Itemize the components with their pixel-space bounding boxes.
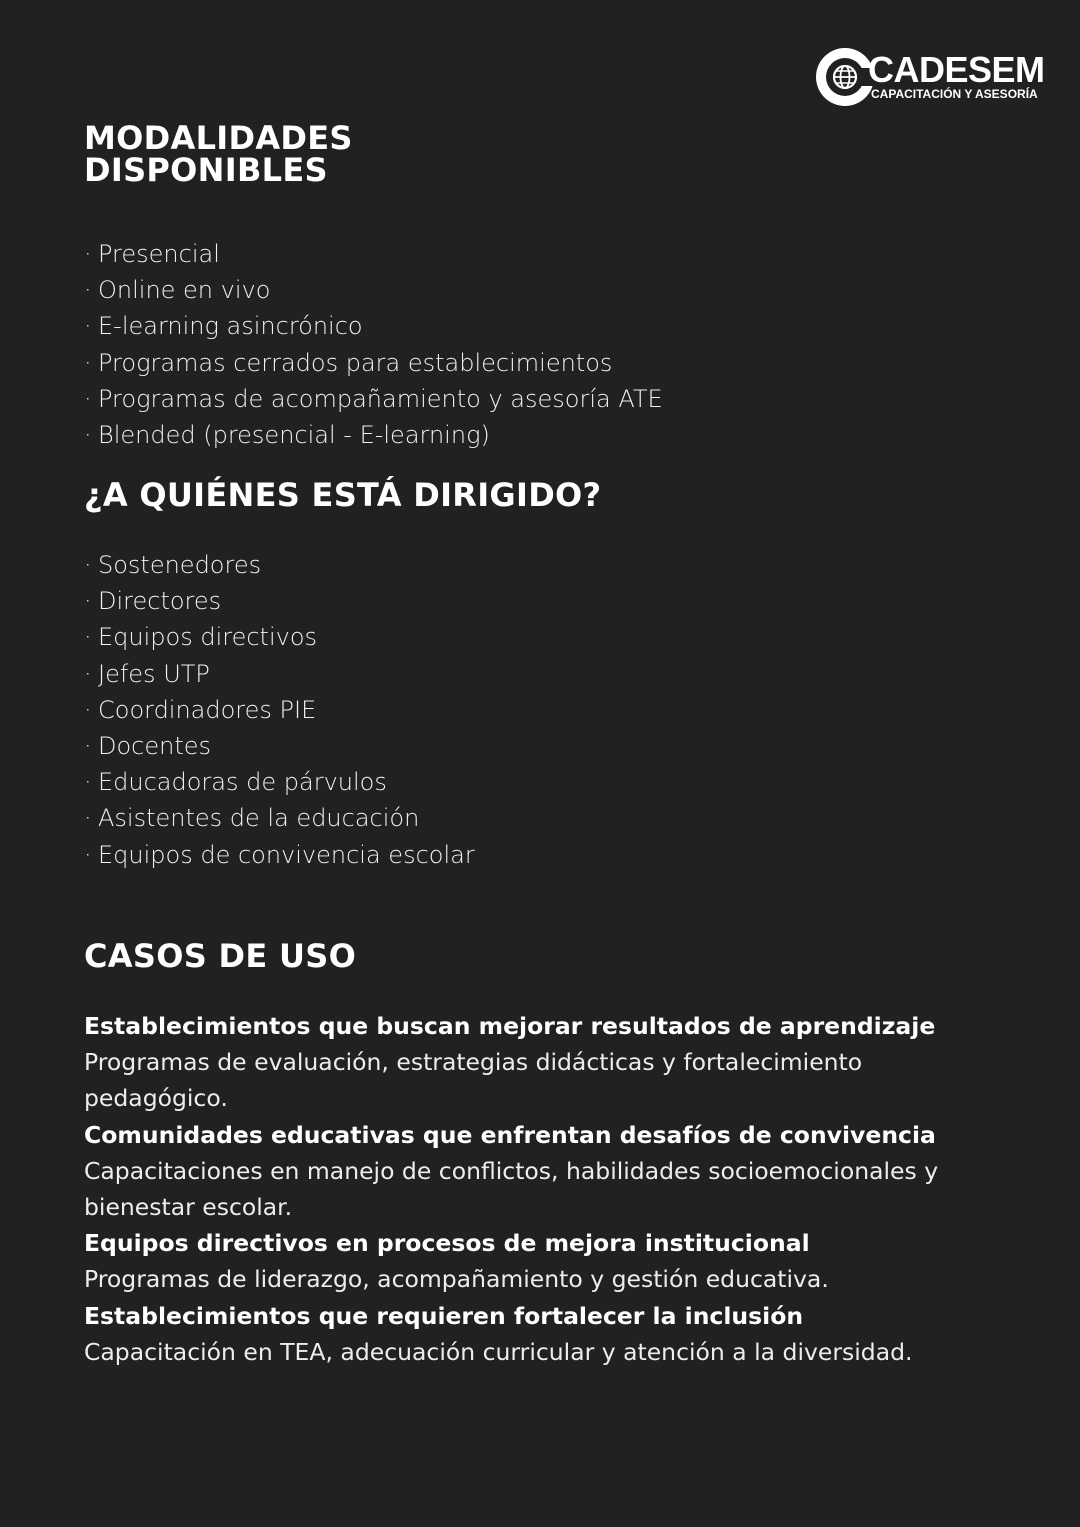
list-item: · Sostenedores <box>84 551 262 579</box>
modalidades-list <box>84 236 663 453</box>
brand-tagline: CAPACITACIÓN Y ASESORÍA <box>871 87 1038 101</box>
modalidades-title-line2: DISPONIBLES <box>84 151 328 189</box>
case-title: Establecimientos que requieren fortalecer la inclusión <box>84 1301 804 1330</box>
case-item <box>84 1117 1004 1226</box>
list-item: · Directores <box>84 587 222 616</box>
modalidades-title-line1: MODALIDADES <box>84 119 353 157</box>
case-description: Capacitación en TEA, adecuación curricular y atención a la diversidad. <box>84 1337 913 1366</box>
list-item: · Jefes UTP <box>84 659 210 688</box>
case-title: Equipos directivos en procesos de mejora institucional <box>84 1229 810 1258</box>
list-item: · Educadoras de párvulos <box>84 768 387 797</box>
brand-name: CADESEM <box>868 49 1045 90</box>
case-title: Establecimientos que buscan mejorar resultados de aprendizaje <box>84 1012 936 1040</box>
list-item: · Docentes <box>84 731 212 760</box>
brand-logo <box>814 46 1050 108</box>
list-item: · Asistentes de la educación <box>84 804 420 833</box>
list-item: · Equipos directivos <box>84 623 317 652</box>
case-item <box>84 1298 1004 1370</box>
list-item: · Blended (presencial - E-learning) <box>84 420 490 449</box>
case-title: Comunidades educativas que enfrentan desafíos de convivencia <box>84 1120 936 1149</box>
case-item <box>84 1008 1004 1117</box>
list-item: · Programas cerrados para establecimientos <box>84 348 613 377</box>
list-item: · E-learning asincrónico <box>84 312 363 341</box>
case-description: Capacitaciones en manejo de conflictos, habilidades socioemocionales y bienestar escolar. <box>84 1156 939 1222</box>
dirigido-list <box>84 547 475 873</box>
casos-title: CASOS DE USO <box>84 937 357 975</box>
list-item: · Coordinadores PIE <box>84 695 317 724</box>
case-description: Programas de evaluación, estrategias didácticas y fortalecimiento pedagógico. <box>84 1048 863 1113</box>
list-item: · Online en vivo <box>84 276 271 305</box>
list-item: · Equipos de convivencia escolar <box>84 840 475 869</box>
modalidades-title <box>84 119 353 189</box>
case-description: Programas de liderazgo, acompañamiento y gestión educativa. <box>84 1265 829 1294</box>
casos-list <box>84 1008 1004 1370</box>
globe-c-icon <box>814 46 876 108</box>
list-item: · Presencial <box>84 240 220 268</box>
list-item: · Programas de acompañamiento y asesoría ATE <box>84 384 663 413</box>
dirigido-title: ¿A QUIÉNES ESTÁ DIRIGIDO? <box>84 476 602 514</box>
case-item <box>84 1225 1004 1297</box>
